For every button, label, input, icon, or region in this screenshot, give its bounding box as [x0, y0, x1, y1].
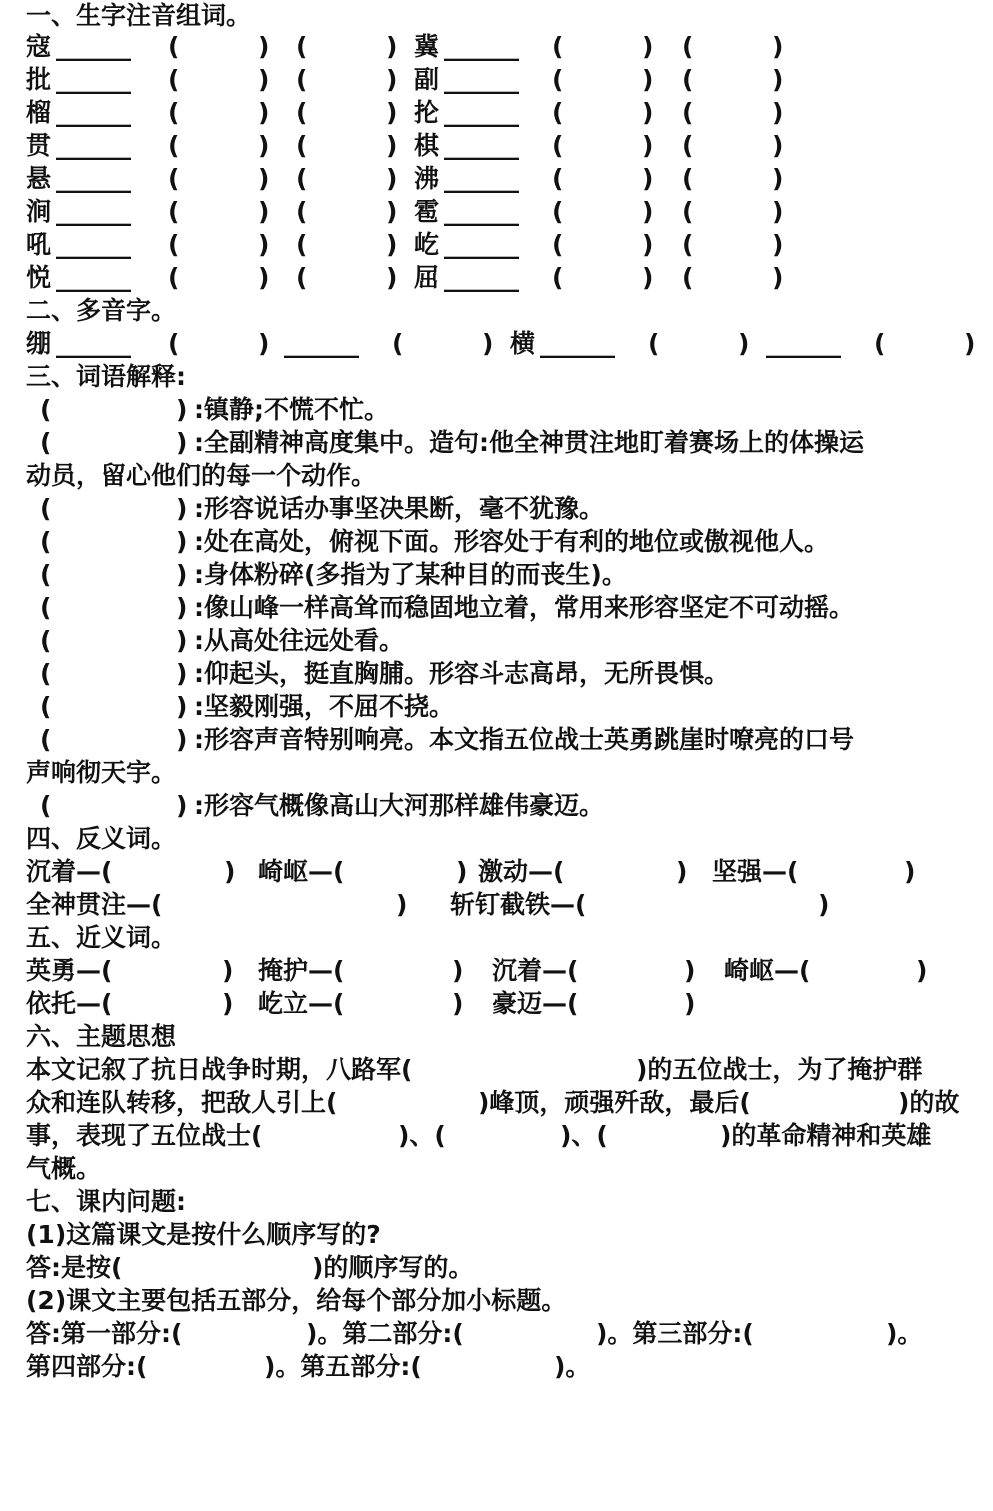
definition-row	[0, 790, 993, 822]
section-5-heading	[26, 922, 177, 954]
theme-text: 众和连队转移，把敌人引上(	[26, 1088, 338, 1117]
pinyin-blank[interactable]: ______	[444, 32, 519, 61]
paren-open: (	[296, 197, 308, 226]
paren-open: (	[40, 395, 52, 424]
pinyin-blank[interactable]: ______	[540, 329, 615, 358]
synonym-word: 依托—(	[26, 989, 113, 1018]
paren-close: )	[772, 32, 784, 61]
paren-open: (	[168, 263, 180, 292]
paren-close: )	[772, 197, 784, 226]
paren-close: )	[642, 197, 654, 226]
question-text: (2)课文主要包括五部分，给每个部分加小标题。	[26, 1286, 567, 1315]
definition-row	[0, 724, 993, 756]
section-7-title: 七、课内问题:	[26, 1187, 186, 1216]
definition-text-continued: 声响彻天宇。	[26, 758, 177, 787]
definition-text: :镇静;不慌不忙。	[194, 395, 389, 424]
paren-close: )	[642, 164, 654, 193]
section-5-title: 五、近义词。	[26, 923, 177, 952]
paren-close: )	[964, 329, 976, 358]
char-left: 批	[26, 65, 52, 94]
pinyin-blank[interactable]: ______	[56, 230, 131, 259]
char-left: 榴	[26, 98, 52, 127]
synonym-row	[0, 955, 993, 987]
definition-text: :坚毅刚强，不屈不挠。	[194, 692, 454, 721]
pinyin-blank[interactable]: ______	[444, 98, 519, 127]
paren-open: (	[552, 263, 564, 292]
section-2-title: 二、多音字。	[26, 296, 177, 325]
word-row	[0, 31, 993, 63]
paren-open: (	[40, 527, 52, 556]
definition-row	[0, 658, 993, 690]
theme-text: )的故	[898, 1088, 960, 1117]
word-row	[0, 196, 993, 228]
pinyin-blank[interactable]: ______	[444, 197, 519, 226]
pinyin-blank[interactable]: ______	[56, 197, 131, 226]
definition-row	[0, 526, 993, 558]
antonym-word: 激动—(	[478, 857, 565, 886]
paren-close: )	[738, 329, 750, 358]
char-left: 涧	[26, 197, 52, 226]
synonym-word: 豪迈—(	[492, 989, 579, 1018]
paren-close: )	[176, 494, 188, 523]
paren-open: (	[168, 164, 180, 193]
paren-close: )	[176, 725, 188, 754]
paren-close: )	[386, 197, 398, 226]
word-row	[0, 130, 993, 162]
paren-open: (	[552, 230, 564, 259]
paren-close: )	[772, 131, 784, 160]
paren-open: (	[552, 98, 564, 127]
synonym-word: 英勇—(	[26, 956, 113, 985]
definition-text: :全副精神高度集中。造句:他全神贯注地盯着赛场上的体操运	[194, 428, 864, 457]
paren-close: )	[386, 98, 398, 127]
antonym-row	[0, 889, 993, 921]
section-6-title: 六、主题思想	[26, 1022, 177, 1051]
synonym-word: 屹立—(	[258, 989, 345, 1018]
answer-1	[0, 1252, 993, 1284]
definition-row	[0, 592, 993, 624]
theme-line	[0, 1054, 993, 1086]
question-2	[26, 1285, 567, 1317]
answer-3	[0, 1351, 993, 1383]
definition-text: :形容说话办事坚决果断，毫不犹豫。	[194, 494, 604, 523]
paren-close: )	[176, 560, 188, 589]
synonym-word: 掩护—(	[258, 956, 345, 985]
paren-close: )	[258, 164, 270, 193]
char-left: 悬	[26, 164, 52, 193]
section-2-heading	[26, 295, 177, 327]
paren-close: )	[258, 263, 270, 292]
paren-close: )	[642, 65, 654, 94]
paren-close: )	[222, 989, 234, 1018]
paren-open: (	[682, 131, 694, 160]
paren-open: (	[682, 230, 694, 259]
paren-close: )	[176, 692, 188, 721]
paren-open: (	[552, 197, 564, 226]
paren-close: )	[224, 857, 236, 886]
paren-open: (	[296, 131, 308, 160]
paren-close: )	[456, 857, 468, 886]
paren-open: (	[296, 65, 308, 94]
theme-text: )峰顶，顽强歼敌，最后(	[478, 1088, 751, 1117]
paren-close: )	[904, 857, 916, 886]
theme-text: 本文记叙了抗日战争时期，八路军(	[26, 1055, 413, 1084]
paren-close: )	[452, 956, 464, 985]
definition-text: :从高处往远处看。	[194, 626, 404, 655]
paren-close: )	[386, 164, 398, 193]
paren-open: (	[552, 65, 564, 94]
word-row	[0, 229, 993, 261]
paren-open: (	[168, 329, 180, 358]
synonym-word: 沉着—(	[492, 956, 579, 985]
answer-text: 答:是按(	[26, 1253, 123, 1282]
section-4-title: 四、反义词。	[26, 824, 177, 853]
char-right: 抡	[414, 98, 440, 127]
answer-text: )的顺序写的。	[312, 1253, 474, 1282]
answer-2	[0, 1318, 993, 1350]
paren-open: (	[296, 230, 308, 259]
synonym-row	[0, 988, 993, 1020]
pinyin-blank[interactable]: ______	[56, 329, 131, 358]
paren-open: (	[682, 32, 694, 61]
definition-text: :身体粉碎(多指为了某种目的而丧生)。	[194, 560, 627, 589]
paren-close: )	[676, 857, 688, 886]
paren-open: (	[552, 164, 564, 193]
paren-close: )	[222, 956, 234, 985]
definition-text-continued: 动员，留心他们的每一个动作。	[26, 461, 377, 490]
paren-open: (	[682, 164, 694, 193]
antonym-word: 全神贯注—(	[26, 890, 163, 919]
paren-close: )	[386, 131, 398, 160]
pinyin-blank[interactable]: ______	[56, 164, 131, 193]
paren-close: )	[176, 395, 188, 424]
paren-open: (	[296, 98, 308, 127]
pinyin-blank[interactable]: ______	[56, 263, 131, 292]
paren-close: )	[684, 989, 696, 1018]
pinyin-blank[interactable]: ______	[56, 98, 131, 127]
definition-text: :形容声音特别响亮。本文指五位战士英勇跳崖时嘹亮的口号	[194, 725, 854, 754]
pinyin-blank[interactable]: ______	[56, 131, 131, 160]
paren-close: )	[642, 131, 654, 160]
section-4-heading	[26, 823, 177, 855]
char-left: 寇	[26, 32, 52, 61]
paren-open: (	[648, 329, 660, 358]
char-right: 屹	[414, 230, 440, 259]
paren-close: )	[642, 230, 654, 259]
synonym-word: 崎岖—(	[724, 956, 811, 985]
paren-close: )	[772, 164, 784, 193]
theme-text: )的五位战士，为了掩护群	[636, 1055, 923, 1084]
theme-text: 气概。	[26, 1154, 102, 1183]
paren-close: )	[386, 263, 398, 292]
answer-text: )。第三部分:(	[596, 1319, 754, 1348]
char-left: 悦	[26, 263, 52, 292]
section-6-heading	[26, 1021, 177, 1053]
definition-row	[0, 427, 993, 459]
definition-text: :形容气概像高山大河那样雄伟豪迈。	[194, 791, 604, 820]
pinyin-blank[interactable]: ______	[56, 32, 131, 61]
char-right: 屈	[414, 263, 440, 292]
paren-open: (	[40, 725, 52, 754]
answer-text: 答:第一部分:(	[26, 1319, 183, 1348]
paren-close: )	[258, 230, 270, 259]
paren-close: )	[396, 890, 408, 919]
pinyin-blank[interactable]: ______	[444, 230, 519, 259]
antonym-word: 沉着—(	[26, 857, 113, 886]
paren-open: (	[168, 230, 180, 259]
definition-continued	[26, 757, 177, 789]
char-right: 棋	[414, 131, 440, 160]
pinyin-blank[interactable]: ______	[444, 164, 519, 193]
paren-open: (	[40, 494, 52, 523]
theme-line	[0, 1120, 993, 1152]
paren-close: )	[258, 32, 270, 61]
answer-text: 第四部分:(	[26, 1352, 148, 1381]
definition-row	[0, 493, 993, 525]
antonym-word: 崎岖—(	[258, 857, 345, 886]
section-7-heading	[26, 1186, 186, 1218]
paren-open: (	[874, 329, 886, 358]
section-1-title: 一、生字注音组词。	[26, 1, 252, 30]
paren-open: (	[682, 263, 694, 292]
antonym-row	[0, 856, 993, 888]
theme-line	[0, 1087, 993, 1119]
paren-close: )	[176, 593, 188, 622]
paren-open: (	[40, 692, 52, 721]
answer-text: )。第五部分:(	[264, 1352, 422, 1381]
paren-open: (	[168, 98, 180, 127]
char-right: 副	[414, 65, 440, 94]
paren-close: )	[386, 230, 398, 259]
question-text: (1)这篇课文是按什么顺序写的?	[26, 1220, 381, 1249]
antonym-word: 坚强—(	[712, 857, 799, 886]
paren-close: )	[258, 197, 270, 226]
polyphone-row	[0, 328, 993, 360]
definition-row	[0, 691, 993, 723]
question-1	[26, 1219, 381, 1251]
answer-text: )。	[554, 1352, 591, 1381]
paren-open: (	[168, 32, 180, 61]
definition-text: :像山峰一样高耸而稳固地立着，常用来形容坚定不可动摇。	[194, 593, 854, 622]
definition-row	[0, 394, 993, 426]
answer-text: )。第二部分:(	[306, 1319, 464, 1348]
word-row	[0, 97, 993, 129]
word-row	[0, 163, 993, 195]
paren-close: )	[772, 263, 784, 292]
paren-close: )	[482, 329, 494, 358]
paren-close: )	[916, 956, 928, 985]
paren-close: )	[684, 956, 696, 985]
theme-text: )的革命精神和英雄	[720, 1121, 932, 1150]
paren-close: )	[642, 98, 654, 127]
paren-close: )	[772, 230, 784, 259]
paren-open: (	[552, 32, 564, 61]
theme-text: )、(	[560, 1121, 608, 1150]
paren-open: (	[40, 626, 52, 655]
pinyin-blank[interactable]: ______	[444, 131, 519, 160]
pinyin-blank[interactable]: ______	[284, 329, 359, 358]
paren-open: (	[40, 659, 52, 688]
definition-text: :仰起头，挺直胸脯。形容斗志高昂，无所畏惧。	[194, 659, 729, 688]
pinyin-blank[interactable]: ______	[766, 329, 841, 358]
paren-open: (	[40, 593, 52, 622]
paren-close: )	[176, 428, 188, 457]
paren-close: )	[818, 890, 830, 919]
paren-close: )	[258, 98, 270, 127]
definition-row	[0, 625, 993, 657]
paren-close: )	[176, 659, 188, 688]
section-3-title: 三、词语解释:	[26, 362, 186, 391]
pinyin-blank[interactable]: ______	[56, 65, 131, 94]
paren-close: )	[642, 263, 654, 292]
char-right: 冀	[414, 32, 440, 61]
char-left: 贯	[26, 131, 52, 160]
definition-row	[0, 559, 993, 591]
paren-close: )	[772, 98, 784, 127]
paren-open: (	[682, 197, 694, 226]
paren-open: (	[296, 263, 308, 292]
paren-open: (	[682, 65, 694, 94]
antonym-word: 斩钉截铁—(	[450, 890, 587, 919]
word-row	[0, 262, 993, 294]
pinyin-blank[interactable]: ______	[444, 65, 519, 94]
paren-close: )	[642, 32, 654, 61]
theme-text: 事，表现了五位战士(	[26, 1121, 263, 1150]
paren-close: )	[452, 989, 464, 1018]
paren-open: (	[168, 65, 180, 94]
answer-text: )。	[886, 1319, 923, 1348]
paren-open: (	[168, 197, 180, 226]
paren-close: )	[258, 131, 270, 160]
paren-close: )	[258, 329, 270, 358]
paren-close: )	[176, 791, 188, 820]
paren-close: )	[772, 65, 784, 94]
paren-open: (	[392, 329, 404, 358]
char-left: 吼	[26, 230, 52, 259]
paren-close: )	[176, 527, 188, 556]
paren-close: )	[176, 626, 188, 655]
paren-open: (	[682, 98, 694, 127]
paren-open: (	[552, 131, 564, 160]
char-right: 雹	[414, 197, 440, 226]
paren-open: (	[40, 560, 52, 589]
paren-close: )	[386, 65, 398, 94]
paren-open: (	[168, 131, 180, 160]
word-row	[0, 64, 993, 96]
theme-line	[26, 1153, 102, 1185]
paren-open: (	[40, 428, 52, 457]
section-3-heading	[26, 361, 186, 393]
polyphone-char: 绷	[26, 329, 52, 358]
paren-open: (	[296, 32, 308, 61]
section-1-heading	[26, 0, 252, 32]
paren-open: (	[296, 164, 308, 193]
theme-text: )、(	[398, 1121, 446, 1150]
polyphone-char: 横	[510, 329, 536, 358]
paren-close: )	[258, 65, 270, 94]
definition-continued	[26, 460, 377, 492]
pinyin-blank[interactable]: ______	[444, 263, 519, 292]
paren-open: (	[40, 791, 52, 820]
paren-close: )	[386, 32, 398, 61]
char-right: 沸	[414, 164, 440, 193]
definition-text: :处在高处，俯视下面。形容处于有利的地位或傲视他人。	[194, 527, 829, 556]
